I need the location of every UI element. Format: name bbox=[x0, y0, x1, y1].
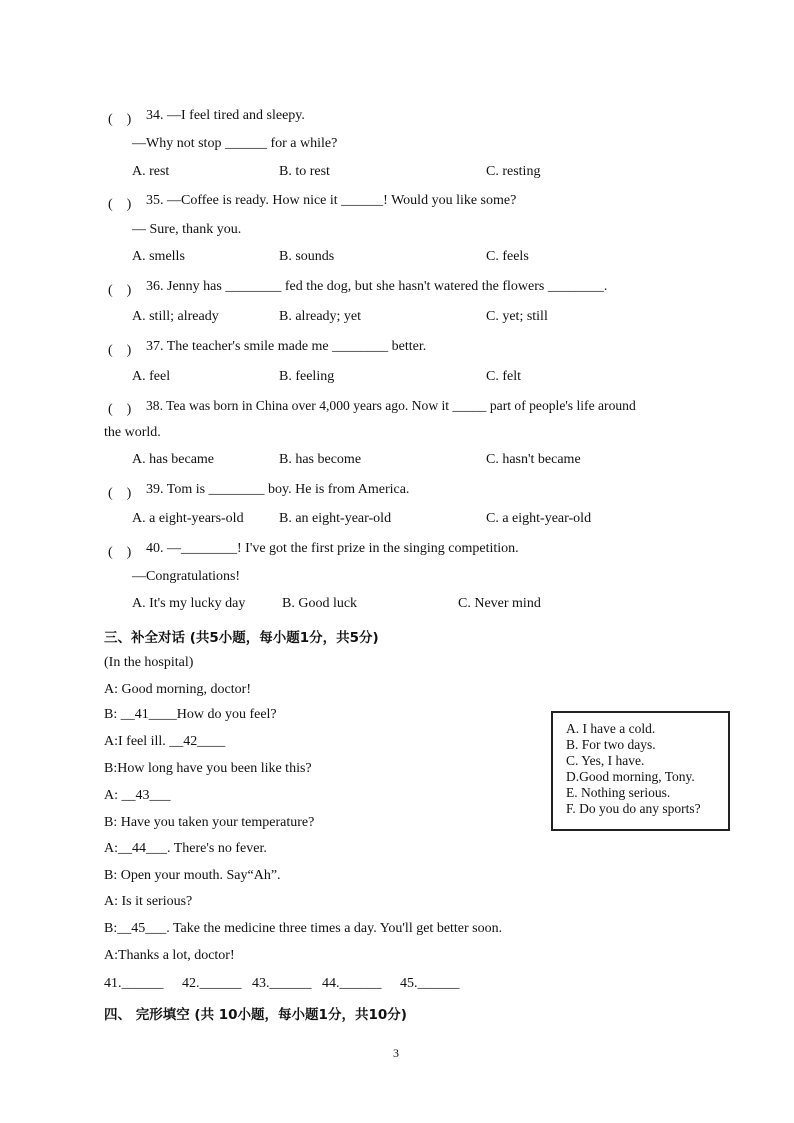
choice-f: F. Do you do any sports? bbox=[566, 801, 701, 816]
q34-option-c[interactable]: C. resting bbox=[486, 164, 541, 179]
q40-option-a[interactable]: A. It's my lucky day bbox=[132, 596, 246, 611]
q40-stem: 40. —________! I've got the first prize in the singing competition. bbox=[146, 541, 519, 556]
q35-option-a[interactable]: A. smells bbox=[132, 249, 185, 264]
q39-option-a[interactable]: A. a eight-years-old bbox=[132, 511, 244, 526]
dialogue-line-7: A:__44___. There's no fever. bbox=[104, 841, 267, 856]
dialogue-line-10: B:__45___. Take the medicine three times a day. You'll get better soon. bbox=[104, 921, 503, 936]
answer-blank-44[interactable]: 44.______ bbox=[322, 976, 382, 991]
q38-paren[interactable]: ( ) bbox=[108, 402, 132, 417]
q39-option-c[interactable]: C. a eight-year-old bbox=[486, 511, 592, 526]
q36-option-b[interactable]: B. already; yet bbox=[279, 309, 362, 324]
q35-option-c[interactable]: C. feels bbox=[486, 249, 529, 264]
answer-blank-45[interactable]: 45.______ bbox=[400, 976, 460, 991]
q36-paren[interactable]: ( ) bbox=[108, 283, 132, 298]
choice-c: C. Yes, I have. bbox=[566, 753, 645, 768]
dialogue-line-11: A:Thanks a lot, doctor! bbox=[104, 948, 235, 963]
q34-paren[interactable]: ( ) bbox=[108, 112, 132, 127]
q38-option-c[interactable]: C. hasn't became bbox=[486, 452, 581, 467]
dialogue-line-6: B: Have you taken your temperature? bbox=[104, 815, 315, 830]
q37-paren[interactable]: ( ) bbox=[108, 343, 132, 358]
q36-option-c[interactable]: C. yet; still bbox=[486, 309, 548, 324]
choice-a: A. I have a cold. bbox=[566, 721, 656, 736]
q35-option-b[interactable]: B. sounds bbox=[279, 249, 335, 264]
q38-option-a[interactable]: A. has became bbox=[132, 452, 215, 467]
dialogue-line-5: A: __43___ bbox=[104, 788, 171, 803]
q39-paren[interactable]: ( ) bbox=[108, 486, 132, 501]
q34-option-b[interactable]: B. to rest bbox=[279, 164, 330, 179]
q37-option-c[interactable]: C. felt bbox=[486, 369, 521, 384]
dialogue-line-9: A: Is it serious? bbox=[104, 894, 193, 909]
q39-option-b[interactable]: B. an eight-year-old bbox=[279, 511, 392, 526]
q40-option-b[interactable]: B. Good luck bbox=[282, 596, 358, 611]
q37-option-a[interactable]: A. feel bbox=[132, 369, 171, 384]
dialogue-line-4: B:How long have you been like this? bbox=[104, 761, 312, 776]
dialogue-line-3: A:I feel ill. __42____ bbox=[104, 734, 226, 749]
dialogue-line-1: A: Good morning, doctor! bbox=[104, 682, 251, 697]
choice-e: E. Nothing serious. bbox=[566, 785, 671, 800]
q34-stem: 34. —I feel tired and sleepy. bbox=[146, 108, 305, 123]
page-number: 3 bbox=[393, 1046, 399, 1060]
q40-option-c[interactable]: C. Never mind bbox=[458, 596, 541, 611]
q40-paren[interactable]: ( ) bbox=[108, 545, 132, 560]
answer-blank-42[interactable]: 42.______ bbox=[182, 976, 242, 991]
section4-heading: 四、 完形填空 (共 10小题，每小题1分，共10分) bbox=[104, 1007, 407, 1023]
dialogue-line-2: B: __41____How do you feel? bbox=[104, 707, 277, 722]
q36-option-a[interactable]: A. still; already bbox=[132, 309, 219, 324]
dialogue-choice-box bbox=[551, 711, 730, 831]
q37-stem: 37. The teacher's smile made me ________ better. bbox=[146, 339, 427, 354]
section3-heading: 三、补全对话 (共5小题，每小题1分，共5分) bbox=[104, 630, 379, 646]
answer-blank-41[interactable]: 41.______ bbox=[104, 976, 164, 991]
q36-stem: 36. Jenny has ________ fed the dog, but she hasn't watered the flowers ________. bbox=[146, 279, 608, 294]
answer-blank-43[interactable]: 43.______ bbox=[252, 976, 312, 991]
q34-line2: —Why not stop ______ for a while? bbox=[132, 136, 338, 151]
q35-line2: — Sure, thank you. bbox=[132, 222, 242, 237]
q38-stem: 38. Tea was born in China over 4,000 years ago. Now it _____ part of people's life around bbox=[146, 398, 636, 413]
q39-stem: 39. Tom is ________ boy. He is from America. bbox=[146, 482, 410, 497]
choice-d: D.Good morning, Tony. bbox=[566, 769, 695, 784]
q40-line2: —Congratulations! bbox=[132, 569, 241, 584]
q35-stem: 35. —Coffee is ready. How nice it ______! Would you like some? bbox=[146, 193, 517, 208]
q38-line2: the world. bbox=[104, 425, 161, 440]
choice-b: B. For two days. bbox=[566, 737, 656, 752]
q38-option-b[interactable]: B. has become bbox=[279, 452, 362, 467]
dialogue-setting: (In the hospital) bbox=[104, 655, 194, 670]
q34-option-a[interactable]: A. rest bbox=[132, 164, 170, 179]
dialogue-line-8: B: Open your mouth. Say“Ah”. bbox=[104, 868, 281, 883]
q37-option-b[interactable]: B. feeling bbox=[279, 369, 335, 384]
q35-paren[interactable]: ( ) bbox=[108, 197, 132, 212]
